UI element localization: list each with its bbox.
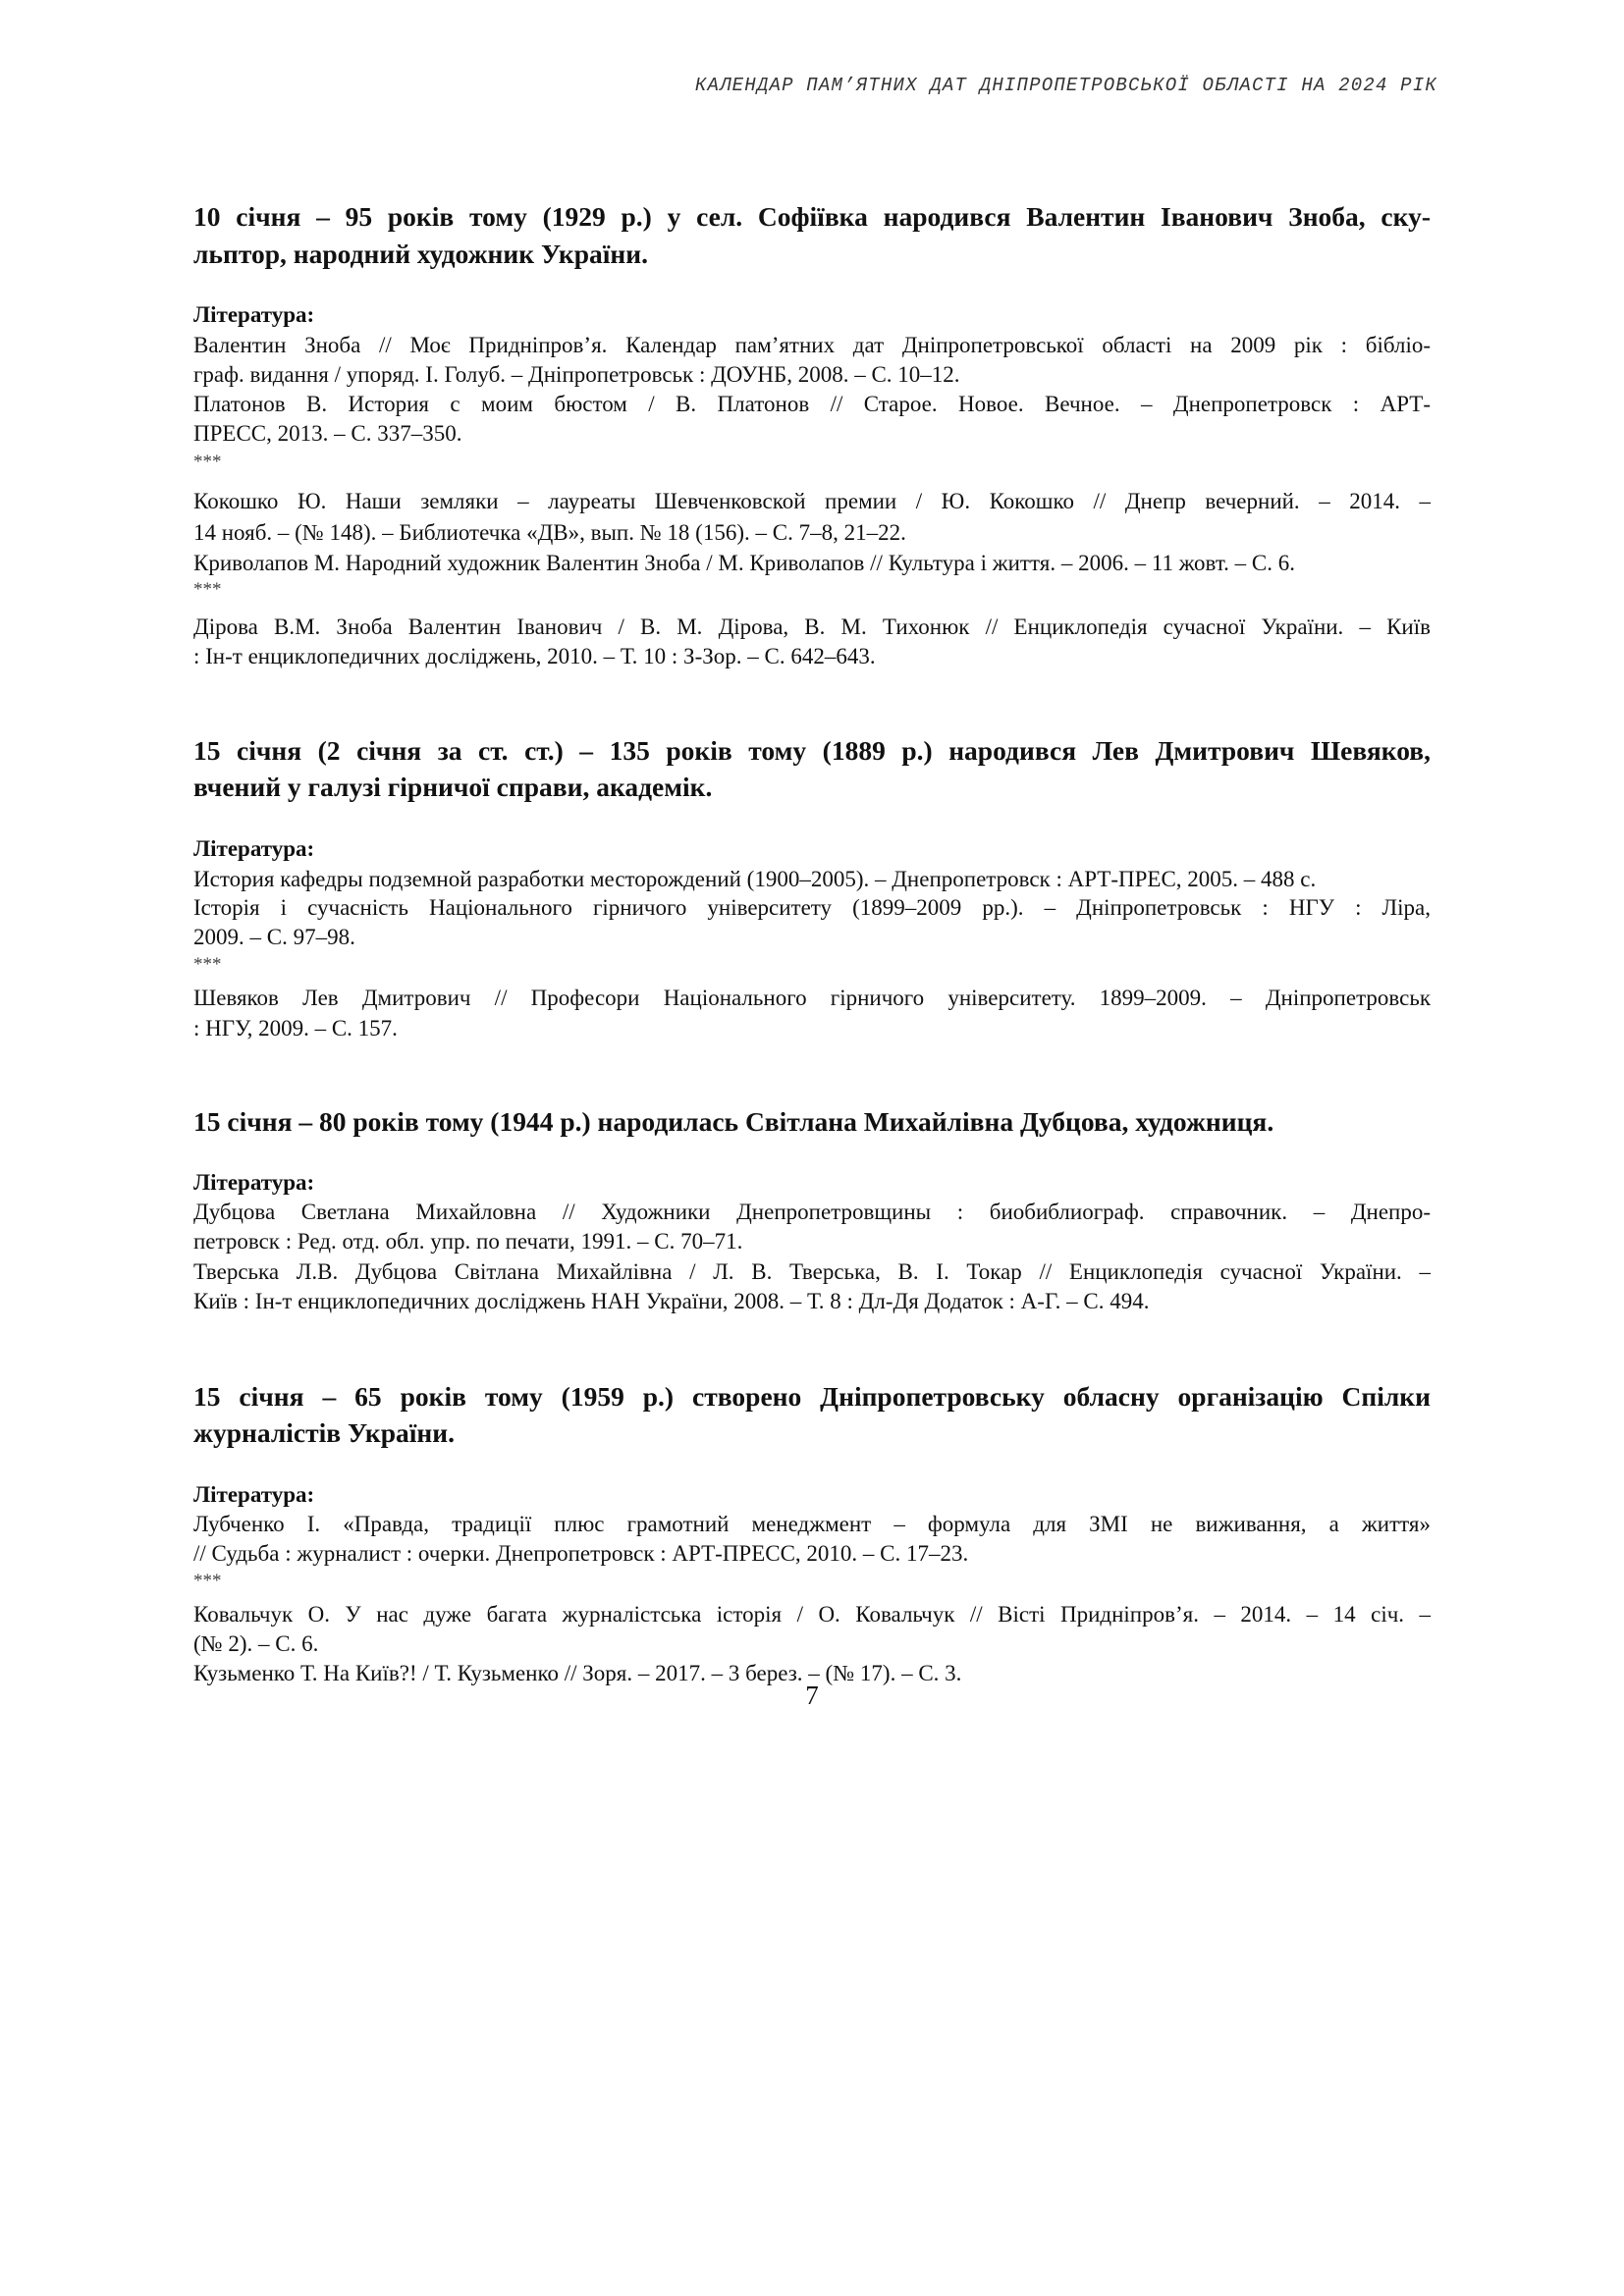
reference-line: Валентин Зноба // Моє Придніпров’я. Календар пам’ятних дат Дніпропетровської області на 2009 рік : бібліо- (193, 333, 1431, 357)
literature-label: Література: (193, 1482, 315, 1507)
reference-line: Дірова В.М. Зноба Валентин Іванович / В. М. Дірова, В. М. Тихонюк // Енциклопедія сучасної України. – Київ (193, 614, 1431, 639)
separator: *** (193, 1571, 222, 1591)
reference-line: Ковальчук О. У нас дуже багата журналістська історія / О. Ковальчук // Вісті Придніпров’я. – 2014. – 14 січ. – (193, 1602, 1431, 1627)
reference-line: Кокошко Ю. Наши земляки – лауреаты Шевченковской премии / Ю. Кокошко // Днепр вечерний. – 2014. – (193, 489, 1431, 513)
entry-heading: 15 січня – 65 років тому (1959 р.) створено Дніпропетровську обласну організацію Спілки (193, 1381, 1431, 1412)
literature-label: Література: (193, 1170, 315, 1195)
entry-heading: вчений у галузі гірничої справи, академік. (193, 772, 713, 802)
entry-heading: журналістів України. (193, 1417, 455, 1448)
separator: *** (193, 452, 222, 472)
reference-line: : Ін-т енциклопедичних досліджень, 2010. – Т. 10 : З-Зор. – С. 642–643. (193, 644, 876, 668)
running-header: КАЛЕНДАР ПАМ’ЯТНИХ ДАТ ДНІПРОПЕТРОВСЬКОЇ ОБЛАСТІ НА 2024 РІК (694, 75, 1437, 96)
reference-line: Кузьменко Т. На Київ?! / Т. Кузьменко // Зоря. – 2017. – 3 берез. – (№ 17). – С. 3. (193, 1661, 962, 1685)
reference-line: // Судьба : журналист : очерки. Днепропетровск : АРТ-ПРЕСС, 2010. – С. 17–23. (193, 1541, 969, 1566)
reference-line: Історія і сучасність Національного гірничого університету (1899–2009 рр.). – Дніпропетровськ : НГУ : Ліра, (193, 895, 1431, 920)
entry-heading: 15 січня (2 січня за ст. ст.) – 135 років тому (1889 р.) народився Лев Дмитрович Шевяков, (193, 735, 1431, 766)
entry-heading: льптор, народний художник України. (193, 239, 648, 269)
separator: *** (193, 954, 222, 975)
literature-label: Література: (193, 302, 315, 327)
separator: *** (193, 579, 222, 600)
reference-line: 2009. – С. 97–98. (193, 925, 355, 949)
reference-line: 14 нояб. – (№ 148). – Библиотечка «ДВ», вып. № 18 (156). – С. 7–8, 21–22. (193, 520, 906, 545)
reference-line: : НГУ, 2009. – С. 157. (193, 1016, 398, 1041)
entry-heading: 10 січня – 95 років тому (1929 р.) у сел. Софіївка народився Валентин Іванович Зноба, ску- (193, 201, 1431, 232)
reference-line: Лубченко І. «Правда, традиції плюс грамотний менеджмент – формула для ЗМІ не виживання, а життя» (193, 1512, 1431, 1536)
literature-label: Література: (193, 836, 315, 861)
reference-line: Шевяков Лев Дмитрович // Професори Національного гірничого університету. 1899–2009. – Дніпропетровськ (193, 986, 1431, 1010)
reference-line: Криволапов М. Народний художник Валентин Зноба / М. Криволапов // Культура і життя. – 2006. – 11 жовт. – С. 6. (193, 551, 1295, 575)
reference-line: петровск : Ред. отд. обл. упр. по печати, 1991. – С. 70–71. (193, 1229, 743, 1254)
reference-line: Тверська Л.В. Дубцова Світлана Михайлівна / Л. В. Тверська, В. І. Токар // Енциклопедія сучасної України. – (193, 1259, 1431, 1284)
reference-line: Платонов В. История с моим бюстом / В. Платонов // Старое. Новое. Вечное. – Днепропетровск : АРТ- (193, 392, 1431, 416)
reference-line: Київ : Ін-т енциклопедичних досліджень НАН України, 2008. – Т. 8 : Дл-Дя Додаток : А-Г. – С. 494. (193, 1289, 1150, 1313)
reference-line: Дубцова Светлана Михайловна // Художники Днепропетровщины : биобиблиограф. справочник. – Днепро- (193, 1200, 1431, 1224)
reference-line: (№ 2). – С. 6. (193, 1631, 319, 1656)
reference-line: граф. видання / упоряд. І. Голуб. – Дніпропетровськ : ДОУНБ, 2008. – С. 10–12. (193, 362, 960, 387)
page-number: 7 (805, 1681, 819, 1710)
reference-line: История кафедры подземной разработки месторождений (1900–2005). – Днепропетровск : АРТ-ПРЕС, 2005. – 488 с. (193, 867, 1317, 891)
entry-heading: 15 січня – 80 років тому (1944 р.) народилась Світлана Михайлівна Дубцова, художниця. (193, 1106, 1274, 1137)
reference-line: ПРЕСС, 2013. – С. 337–350. (193, 421, 462, 446)
